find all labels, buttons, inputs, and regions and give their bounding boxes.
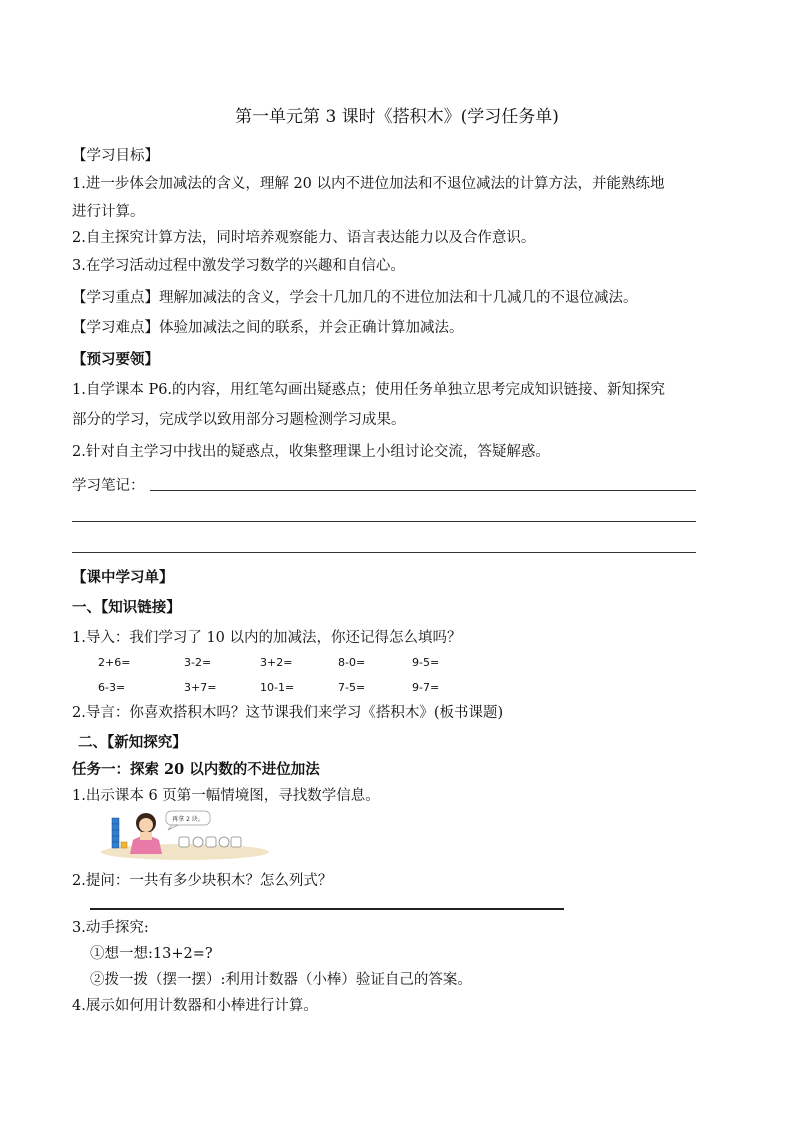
blocks-scene-illustration — [100, 808, 270, 860]
step-2: 2.提问：一共有多少块积木？怎么列式？ — [72, 873, 333, 889]
task-1-heading: 任务一：探索 20 以内数的不进位加法 — [72, 761, 320, 778]
equation[interactable]: 3+2= — [260, 656, 293, 669]
speech-bubble-text: 再拿 2 块。 — [172, 816, 204, 823]
answer-line[interactable] — [90, 908, 564, 910]
equation[interactable]: 10-1= — [260, 681, 295, 694]
equation[interactable]: 8-0= — [338, 656, 366, 669]
step-3a: ①想一想:13+2=? — [90, 946, 213, 962]
equation[interactable]: 9-7= — [412, 681, 440, 694]
difficulty-label: 【学习难点】 — [72, 320, 159, 336]
section-new-knowledge: 二、【新知探究】 — [78, 734, 187, 751]
difficulty-text: 体验加减法之间的联系，并会正确计算加减法。 — [159, 320, 464, 336]
equation[interactable]: 7-5= — [338, 681, 366, 694]
equation[interactable]: 6-3= — [98, 681, 126, 694]
preview-1-line1: 1.自学课本 P6.的内容，用红笔勾画出疑惑点；使用任务单独立思考完成知识链接、新知探究 — [72, 382, 666, 398]
objectives-heading: 【学习目标】 — [72, 148, 159, 164]
objective-1-line1: 1.进一步体会加减法的含义，理解 20 以内不进位加法和不退位减法的计算方法，并能熟练地 — [72, 176, 665, 192]
equation[interactable]: 9-5= — [412, 656, 440, 669]
girl-with-blocks-image — [100, 808, 270, 860]
notes-label: 学习笔记： — [72, 478, 145, 494]
notes-line-2[interactable] — [72, 521, 696, 522]
preview-heading: 【预习要领】 — [72, 351, 159, 368]
section-knowledge-link: 一、【知识链接】 — [72, 599, 181, 616]
key-point-text: 理解加减法的含义，学会十几加几的不进位加法和十几减几的不退位减法。 — [159, 290, 638, 306]
equation[interactable]: 2+6= — [98, 656, 131, 669]
guide-text: 2.导言：你喜欢搭积木吗？这节课我们来学习《搭积木》(板书课题) — [72, 705, 504, 721]
notes-line-3[interactable] — [72, 552, 696, 553]
preview-1-line2: 部分的学习，完成学以致用部分习题检测学习成果。 — [72, 412, 406, 428]
step-3b: ②拨一拨（摆一摆）:利用计数器（小棒）验证自己的答案。 — [90, 972, 472, 988]
objective-3: 3.在学习活动过程中激发学习数学的兴趣和自信心。 — [72, 258, 405, 274]
objective-1-line2: 进行计算。 — [72, 204, 145, 220]
page-title: 第一单元第 3 课时《搭积木》(学习任务单) — [235, 107, 559, 127]
key-point — [72, 288, 638, 308]
intro-question: 1.导入：我们学习了 10 以内的加减法，你还记得怎么填吗？ — [72, 630, 462, 646]
step-4: 4.展示如何用计数器和小棒进行计算。 — [72, 998, 318, 1014]
key-point-label: 【学习重点】 — [72, 290, 159, 306]
preview-2: 2.针对自主学习中找出的疑惑点，收集整理课上小组讨论交流，答疑解惑。 — [72, 444, 550, 460]
equation[interactable]: 3-2= — [184, 656, 212, 669]
objective-2: 2.自主探究计算方法，同时培养观察能力、语言表达能力以及合作意识。 — [72, 230, 536, 246]
step-3: 3.动手探究: — [72, 920, 149, 936]
step-1: 1.出示课本 6 页第一幅情境图，寻找数学信息。 — [72, 788, 380, 804]
equation[interactable]: 3+7= — [184, 681, 217, 694]
notes-line-1[interactable] — [150, 490, 696, 491]
difficulty — [72, 318, 464, 338]
classwork-heading: 【课中学习单】 — [72, 569, 174, 586]
